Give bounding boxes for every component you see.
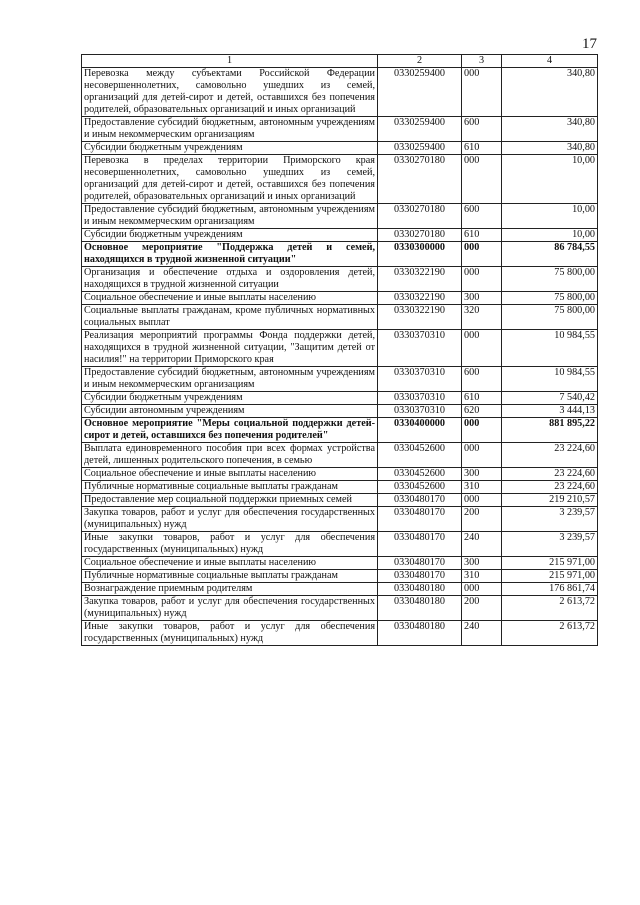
row-sum-cell: 10,00: [502, 229, 598, 242]
row-sum-cell: 2 613,72: [502, 621, 598, 646]
row-type-cell: 000: [462, 443, 502, 468]
row-type-cell: 610: [462, 142, 502, 155]
row-sum-cell: 10,00: [502, 204, 598, 229]
row-sum-cell: 340,80: [502, 68, 598, 117]
table-row: [82, 621, 598, 646]
row-type-cell: 000: [462, 583, 502, 596]
row-name-cell: Предоставление мер социальной поддержки приемных семей: [82, 494, 378, 507]
row-name-cell: Основное мероприятие "Меры социальной поддержки детей-сирот и детей, оставшихся без попечения родителей": [82, 418, 378, 443]
header-col-1: 1: [82, 55, 378, 68]
row-sum-cell: 7 540,42: [502, 392, 598, 405]
table-row: [82, 305, 598, 330]
table-row: [82, 117, 598, 142]
table-row: [82, 155, 598, 204]
row-name-cell: Закупка товаров, работ и услуг для обеспечения государственных (муниципальных) нужд: [82, 507, 378, 532]
table-row: [82, 267, 598, 292]
row-type-cell: 600: [462, 204, 502, 229]
header-col-4: 4: [502, 55, 598, 68]
row-code-cell: 0330259400: [378, 68, 462, 117]
row-type-cell: 000: [462, 68, 502, 117]
row-type-cell: 000: [462, 330, 502, 367]
table-row: [82, 494, 598, 507]
row-code-cell: 0330370310: [378, 392, 462, 405]
row-code-cell: 0330480170: [378, 532, 462, 557]
row-type-cell: 320: [462, 305, 502, 330]
row-sum-cell: 10 984,55: [502, 367, 598, 392]
table-row: [82, 229, 598, 242]
row-sum-cell: 215 971,00: [502, 570, 598, 583]
row-code-cell: 0330259400: [378, 117, 462, 142]
row-code-cell: 0330300000: [378, 242, 462, 267]
row-name-cell: Публичные нормативные социальные выплаты гражданам: [82, 570, 378, 583]
table-row: [82, 570, 598, 583]
row-sum-cell: 3 239,57: [502, 532, 598, 557]
row-name-cell: Социальное обеспечение и иные выплаты населению: [82, 557, 378, 570]
row-code-cell: 0330452600: [378, 481, 462, 494]
row-name-cell: Перевозка в пределах территории Приморского края несовершеннолетних, самовольно ушедших из семей, организаций для детей-сирот и детей, оставшихся без попечения родителей, образовательных организаций и иных организаций: [82, 155, 378, 204]
row-name-cell: Организация и обеспечение отдыха и оздоровления детей, находящихся в трудной жизненной ситуации: [82, 267, 378, 292]
row-type-cell: 610: [462, 229, 502, 242]
row-sum-cell: 3 444,13: [502, 405, 598, 418]
table-row: [82, 418, 598, 443]
table-body: [82, 55, 598, 646]
header-col-3: 3: [462, 55, 502, 68]
table-row: [82, 596, 598, 621]
row-code-cell: 0330370310: [378, 330, 462, 367]
row-type-cell: 600: [462, 117, 502, 142]
row-code-cell: 0330480180: [378, 596, 462, 621]
row-name-cell: Публичные нормативные социальные выплаты гражданам: [82, 481, 378, 494]
row-type-cell: 310: [462, 570, 502, 583]
row-code-cell: 0330322190: [378, 292, 462, 305]
table-row: [82, 507, 598, 532]
row-sum-cell: 10,00: [502, 155, 598, 204]
row-code-cell: 0330480180: [378, 621, 462, 646]
row-type-cell: 300: [462, 557, 502, 570]
row-type-cell: 610: [462, 392, 502, 405]
row-code-cell: 0330270180: [378, 204, 462, 229]
row-type-cell: 200: [462, 507, 502, 532]
table-row: [82, 242, 598, 267]
row-name-cell: Предоставление субсидий бюджетным, автономным учреждениям и иным некоммерческим организациям: [82, 204, 378, 229]
row-name-cell: Субсидии бюджетным учреждениям: [82, 392, 378, 405]
row-code-cell: 0330480170: [378, 570, 462, 583]
row-name-cell: Перевозка между субъектами Российской Федерации несовершеннолетних, самовольно ушедших из семей, организаций для детей-сирот и детей, оставшихся без попечения родителей, образовательных организаций и иных организаций: [82, 68, 378, 117]
table-row: [82, 292, 598, 305]
row-type-cell: 000: [462, 494, 502, 507]
row-code-cell: 0330322190: [378, 267, 462, 292]
row-type-cell: 300: [462, 468, 502, 481]
budget-table: [81, 54, 598, 646]
row-name-cell: Социальное обеспечение и иные выплаты населению: [82, 292, 378, 305]
row-code-cell: 0330452600: [378, 468, 462, 481]
row-code-cell: 0330322190: [378, 305, 462, 330]
row-code-cell: 0330452600: [378, 443, 462, 468]
table-row: [82, 330, 598, 367]
row-name-cell: Субсидии автономным учреждениям: [82, 405, 378, 418]
row-type-cell: 000: [462, 418, 502, 443]
row-sum-cell: 3 239,57: [502, 507, 598, 532]
table-row: [82, 204, 598, 229]
table-row: [82, 142, 598, 155]
row-name-cell: Основное мероприятие "Поддержка детей и семей, находящихся в трудной жизненной ситуации": [82, 242, 378, 267]
row-sum-cell: 10 984,55: [502, 330, 598, 367]
row-code-cell: 0330400000: [378, 418, 462, 443]
table-row: [82, 557, 598, 570]
row-name-cell: Социальные выплаты гражданам, кроме публичных нормативных социальных выплат: [82, 305, 378, 330]
row-name-cell: Реализация мероприятий программы Фонда поддержки детей, находящихся в трудной жизненной ситуации, "Защитим детей от насилия!" на территории Приморского края: [82, 330, 378, 367]
row-sum-cell: 23 224,60: [502, 468, 598, 481]
row-sum-cell: 23 224,60: [502, 481, 598, 494]
row-name-cell: Иные закупки товаров, работ и услуг для обеспечения государственных (муниципальных) нужд: [82, 532, 378, 557]
table-row: [82, 443, 598, 468]
row-sum-cell: 75 800,00: [502, 292, 598, 305]
row-sum-cell: 881 895,22: [502, 418, 598, 443]
row-name-cell: Предоставление субсидий бюджетным, автономным учреждениям и иным некоммерческим организациям: [82, 367, 378, 392]
row-code-cell: 0330370310: [378, 405, 462, 418]
row-name-cell: Выплата единовременного пособия при всех формах устройства детей, лишенных родительского попечения, в семью: [82, 443, 378, 468]
row-code-cell: 0330480170: [378, 494, 462, 507]
row-code-cell: 0330480180: [378, 583, 462, 596]
row-sum-cell: 23 224,60: [502, 443, 598, 468]
row-type-cell: 000: [462, 242, 502, 267]
table-row: [82, 583, 598, 596]
row-type-cell: 240: [462, 621, 502, 646]
table-row: [82, 68, 598, 117]
row-sum-cell: 75 800,00: [502, 267, 598, 292]
table-row: [82, 481, 598, 494]
row-sum-cell: 219 210,57: [502, 494, 598, 507]
row-code-cell: 0330270180: [378, 229, 462, 242]
row-name-cell: Субсидии бюджетным учреждениям: [82, 229, 378, 242]
table-row: [82, 392, 598, 405]
row-type-cell: 240: [462, 532, 502, 557]
row-sum-cell: 340,80: [502, 117, 598, 142]
row-code-cell: 0330480170: [378, 557, 462, 570]
row-name-cell: Предоставление субсидий бюджетным, автономным учреждениям и иным некоммерческим организациям: [82, 117, 378, 142]
row-code-cell: 0330480170: [378, 507, 462, 532]
row-type-cell: 000: [462, 267, 502, 292]
row-name-cell: Субсидии бюджетным учреждениям: [82, 142, 378, 155]
row-code-cell: 0330259400: [378, 142, 462, 155]
row-type-cell: 000: [462, 155, 502, 204]
row-type-cell: 600: [462, 367, 502, 392]
row-type-cell: 200: [462, 596, 502, 621]
row-sum-cell: 2 613,72: [502, 596, 598, 621]
row-code-cell: 0330270180: [378, 155, 462, 204]
table-header-row: [82, 55, 598, 68]
table-row: [82, 532, 598, 557]
row-sum-cell: 340,80: [502, 142, 598, 155]
row-name-cell: Вознаграждение приемным родителям: [82, 583, 378, 596]
row-name-cell: Закупка товаров, работ и услуг для обеспечения государственных (муниципальных) нужд: [82, 596, 378, 621]
header-col-2: 2: [378, 55, 462, 68]
table-row: [82, 405, 598, 418]
row-name-cell: Социальное обеспечение и иные выплаты населению: [82, 468, 378, 481]
row-name-cell: Иные закупки товаров, работ и услуг для обеспечения государственных (муниципальных) нужд: [82, 621, 378, 646]
row-sum-cell: 75 800,00: [502, 305, 598, 330]
row-type-cell: 300: [462, 292, 502, 305]
row-type-cell: 620: [462, 405, 502, 418]
row-type-cell: 310: [462, 481, 502, 494]
row-code-cell: 0330370310: [378, 367, 462, 392]
table-row: [82, 367, 598, 392]
table-row: [82, 468, 598, 481]
row-sum-cell: 176 861,74: [502, 583, 598, 596]
row-sum-cell: 86 784,55: [502, 242, 598, 267]
row-sum-cell: 215 971,00: [502, 557, 598, 570]
page-number: 17: [582, 36, 597, 52]
